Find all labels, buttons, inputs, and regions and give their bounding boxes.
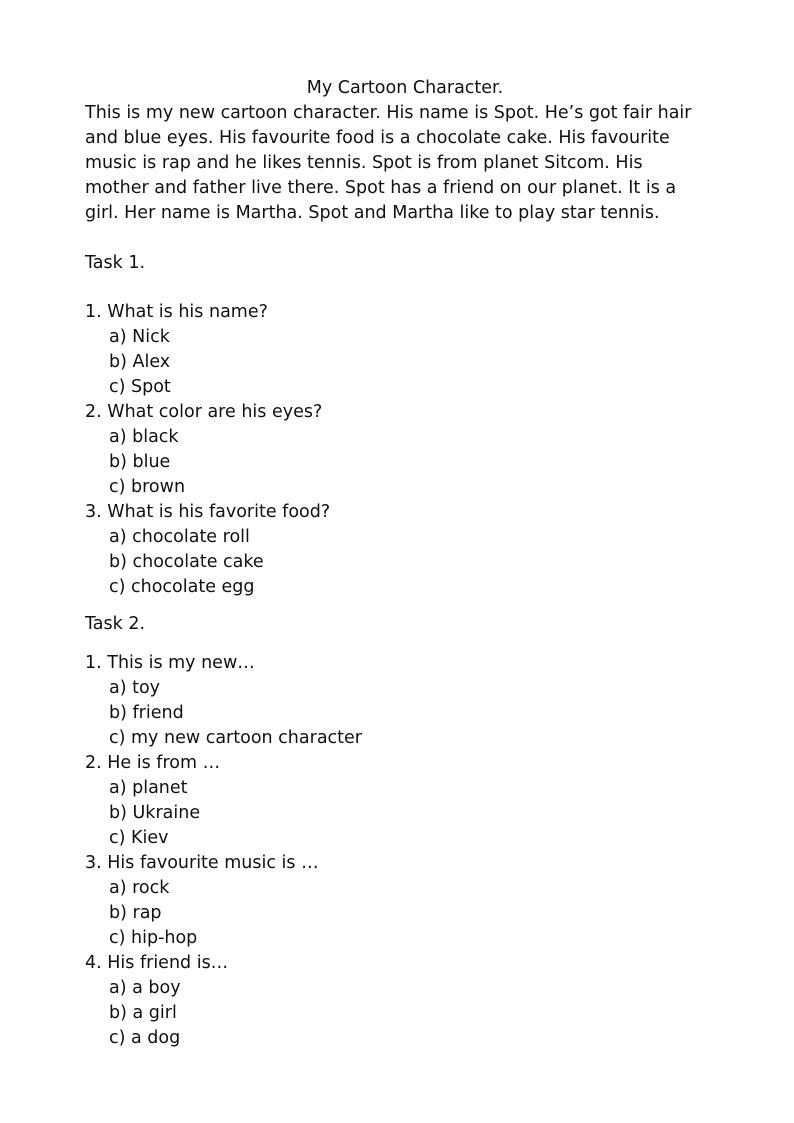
paragraph-line: mother and father live there. Spot has a friend on our planet. It is a <box>85 178 677 198</box>
answer-option: b) a girl <box>109 1003 177 1023</box>
question-block <box>85 951 725 1051</box>
spacer <box>85 600 725 612</box>
answer-option: a) planet <box>109 778 188 798</box>
question-block <box>85 651 725 751</box>
worksheet-page <box>85 76 725 1051</box>
task1-heading: Task 1. <box>85 253 146 273</box>
answer-option: c) my new cartoon character <box>109 728 362 748</box>
spacer <box>85 637 725 651</box>
answer-option: c) Kiev <box>109 828 169 848</box>
question-text: 1. This is my new… <box>85 653 255 673</box>
question-block <box>85 400 725 500</box>
answer-option: a) toy <box>109 678 161 698</box>
answer-option: b) chocolate cake <box>109 552 264 572</box>
task2-heading: Task 2. <box>85 614 146 634</box>
paragraph-line: music is rap and he likes tennis. Spot is from planet Sitcom. His <box>85 153 643 173</box>
answer-option: a) black <box>109 427 179 447</box>
spacer <box>85 226 725 251</box>
answer-option: a) Nick <box>109 327 170 347</box>
question-text: 3. His favourite music is … <box>85 853 319 873</box>
question-text: 1. What is his name? <box>85 302 268 322</box>
question-text: 2. He is from … <box>85 753 221 773</box>
task1-question-list <box>85 300 725 600</box>
answer-option: b) Alex <box>109 352 171 372</box>
answer-option: c) a dog <box>109 1028 181 1048</box>
question-block <box>85 751 725 851</box>
story-paragraph <box>85 101 725 226</box>
spacer <box>85 276 725 300</box>
question-text: 4. His friend is… <box>85 953 229 973</box>
question-block <box>85 500 725 600</box>
answer-option: b) friend <box>109 703 184 723</box>
document-title: My Cartoon Character. <box>306 78 504 98</box>
question-text: 3. What is his favorite food? <box>85 502 331 522</box>
answer-option: a) a boy <box>109 978 181 998</box>
question-text: 2. What color are his eyes? <box>85 402 323 422</box>
question-block <box>85 300 725 400</box>
paragraph-line: and blue eyes. His favourite food is a chocolate cake. His favourite <box>85 128 670 148</box>
answer-option: a) chocolate roll <box>109 527 250 547</box>
task2-question-list <box>85 651 725 1051</box>
question-block <box>85 851 725 951</box>
paragraph-line: This is my new cartoon character. His name is Spot. He’s got fair hair <box>85 103 692 123</box>
answer-option: c) hip-hop <box>109 928 198 948</box>
answer-option: c) Spot <box>109 377 171 397</box>
answer-option: b) blue <box>109 452 171 472</box>
paragraph-line: girl. Her name is Martha. Spot and Martha like to play star tennis. <box>85 203 660 223</box>
answer-option: b) Ukraine <box>109 803 201 823</box>
answer-option: b) rap <box>109 903 162 923</box>
answer-option: a) rock <box>109 878 170 898</box>
answer-option: c) brown <box>109 477 186 497</box>
answer-option: c) chocolate egg <box>109 577 255 597</box>
